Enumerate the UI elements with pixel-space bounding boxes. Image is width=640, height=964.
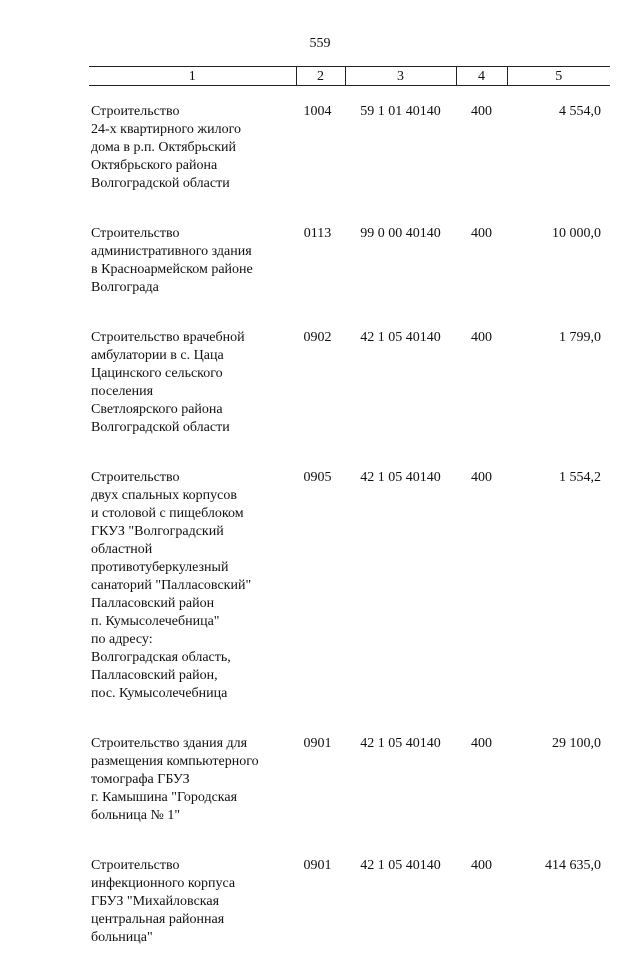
target-article-code: 59 1 01 40140 — [360, 104, 441, 119]
section-code: 0905 — [303, 470, 332, 485]
table-row — [89, 210, 610, 314]
object-name: Строительство 24-х квартирного жилого дома в р.п. Октябрьский Октябрьского района Волгоградской области — [91, 104, 241, 191]
header-col-4: 4 — [456, 67, 507, 86]
object-name: Строительство двух спальных корпусов и столовой с пищеблоком ГКУЗ "Волгоградский областной противотуберкулезный санаторий "Палласовский" Палласовский район п. Кумысолечебница" по адресу: Волгоградская область, Палласовский район, пос. Кумысолечебница — [91, 470, 252, 701]
expense-type-code: 400 — [471, 104, 492, 119]
target-article-code: 42 1 05 40140 — [360, 736, 441, 751]
expense-type-code: 400 — [471, 858, 492, 873]
section-code: 0902 — [303, 330, 332, 345]
object-name: Строительство врачебной амбулатории в с. Цаца Цацинского сельского поселения Светлоярского района Волгоградской области — [91, 330, 245, 435]
expense-type-code: 400 — [471, 736, 492, 751]
header-col-1: 1 — [89, 67, 296, 86]
target-article-code: 42 1 05 40140 — [360, 470, 441, 485]
page-number: 559 — [309, 36, 331, 51]
expense-type-code: 400 — [471, 226, 492, 241]
section-code: 0113 — [303, 226, 332, 241]
target-article-code: 99 0 00 40140 — [360, 226, 441, 241]
amount: 414 635,0 — [545, 858, 601, 873]
header-col-3: 3 — [345, 67, 456, 86]
expense-type-code: 400 — [471, 330, 492, 345]
object-name: Строительство инфекционного корпуса ГБУЗ "Михайловская центральная районная больница" — [91, 858, 236, 945]
amount: 1 554,2 — [559, 470, 601, 485]
section-code: 0901 — [303, 858, 332, 873]
header-col-5: 5 — [507, 67, 610, 86]
amount: 29 100,0 — [552, 736, 601, 751]
header-row — [89, 67, 610, 86]
table-row — [89, 842, 610, 964]
amount: 1 799,0 — [559, 330, 601, 345]
amount: 4 554,0 — [559, 104, 601, 119]
table-row — [89, 314, 610, 454]
object-name: Строительство здания для размещения компьютерного томографа ГБУЗ г. Камышина "Городская больница № 1" — [91, 736, 259, 823]
section-code: 0901 — [303, 736, 332, 751]
expense-type-code: 400 — [471, 470, 492, 485]
header-col-2: 2 — [296, 67, 345, 86]
target-article-code: 42 1 05 40140 — [360, 858, 441, 873]
table-row — [89, 86, 610, 211]
object-name: Строительство административного здания в Красноармейском районе Волгограда — [91, 226, 253, 295]
amount: 10 000,0 — [552, 226, 601, 241]
section-code: 1004 — [303, 104, 332, 119]
table-row — [89, 454, 610, 720]
target-article-code: 42 1 05 40140 — [360, 330, 441, 345]
table-row — [89, 720, 610, 842]
budget-table — [89, 66, 610, 964]
